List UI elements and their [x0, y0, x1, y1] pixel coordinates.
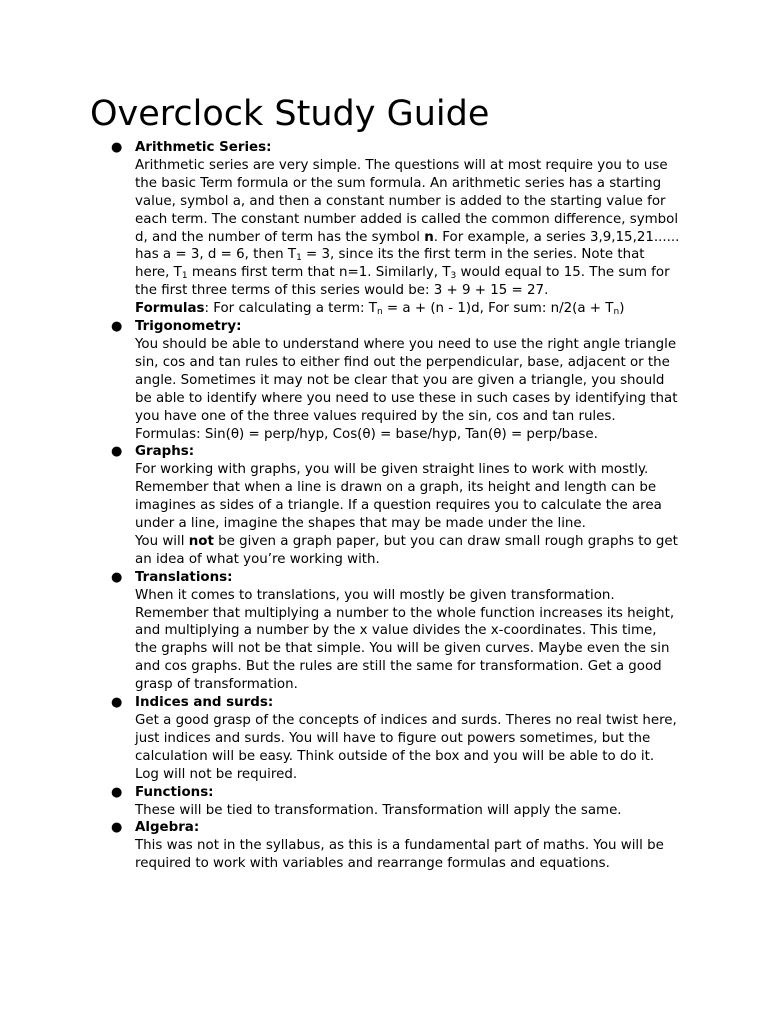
section-heading: Indices and surds:	[135, 695, 274, 711]
section-heading: Functions:	[135, 784, 214, 800]
bullet-icon: ●	[111, 444, 123, 460]
section-formulas: Formulas: For calculating a term: $T_n = a + (n - 1)d$, For sum: $n/2(a + T_n)$	[135, 301, 625, 318]
section-heading: Arithmetic Series:	[135, 140, 272, 155]
section-paragraph: These will be tied to transformation. Transformation will apply the same.	[135, 802, 622, 818]
list-item	[0, 694, 680, 784]
topic-list	[0, 139, 768, 873]
bullet-icon: ●	[111, 784, 123, 800]
bullet-icon: ●	[111, 140, 123, 155]
document-title: Overclock Study Guide	[90, 94, 490, 134]
section-heading: Graphs:	[135, 444, 195, 460]
section-formulas: Formulas: Sin(θ) = perp/hyp, Cos(θ) = base/hyp, Tan(θ) = perp/base.	[135, 426, 598, 442]
list-item	[0, 318, 680, 443]
section-paragraph: Get a good grasp of the concepts of indices and surds. Theres no real twist here, just indices and surds. You will have to figure out powers sometimes, but the calculation will be easy. Think outside of the box and you will be able to do it. Log will not be required.	[135, 713, 677, 782]
bullet-icon: ●	[111, 820, 123, 836]
section-paragraph: You will not be given a graph paper, but you can draw small rough graphs to get an idea of what you’re working with.	[135, 533, 678, 567]
section-paragraph: This was not in the syllabus, as this is a fundamental part of maths. You will be required to work with variables and rearrange formulas and equations.	[135, 838, 664, 872]
list-item	[0, 819, 680, 873]
bullet-icon: ●	[111, 319, 123, 335]
section-paragraph: For working with graphs, you will be given straight lines to work with mostly. Remember that when a line is drawn on a graph, its height and length can be imagines as sides of a triangle. If a question requires you to calculate the area under a line, imagine the shapes that may be made under the line.	[135, 462, 662, 532]
section-paragraph: You should be able to understand where you need to use the right angle triangle sin, cos and tan rules to either find out the perpendicular, base, adjacent or the angle. Sometimes it may not be clear that you are given a triangle, you should be able to identify where you need to use these in such cases by identifying that you have one of the three values required by the sin, cos and tan rules.	[135, 336, 678, 424]
section-heading: Trigonometry:	[135, 319, 242, 335]
list-item	[0, 139, 680, 318]
section-paragraph: Arithmetic series are very simple. The questions will at most require you to use the basic Term formula or the sum formula. An arithmetic series has a starting value, symbol a, and then a constant number is added to the starting value for each term. The constant number added is called the common difference, symbol d, and the number of term has the symbol n. For example, a series 3,9,15,21...... has a = 3, d = 6, then $T_1 = 3$, since its the first term in the series. Note that here, $T_1$ means first term that n=1. Similarly, $T_3$ would equal to 15. The sum for the first three terms of this series would be: 3 + 9 + 15 = 27.	[135, 157, 680, 299]
bullet-icon: ●	[111, 569, 123, 585]
list-item	[0, 443, 680, 568]
section-paragraph: When it comes to translations, you will mostly be given transformation. Remember that multiplying a number to the whole function increases its height, and multiplying a number by the x value divides the x-coordinates. This time, the graphs will not be that simple. You will be given curves. Maybe even the sin and cos graphs. But the rules are still the same for transformation. Get a good grasp of transformation.	[135, 587, 675, 693]
list-item	[0, 784, 680, 820]
list-item	[0, 569, 680, 694]
section-heading: Translations:	[135, 569, 233, 585]
bullet-icon: ●	[111, 695, 123, 711]
section-heading: Algebra:	[135, 820, 200, 836]
